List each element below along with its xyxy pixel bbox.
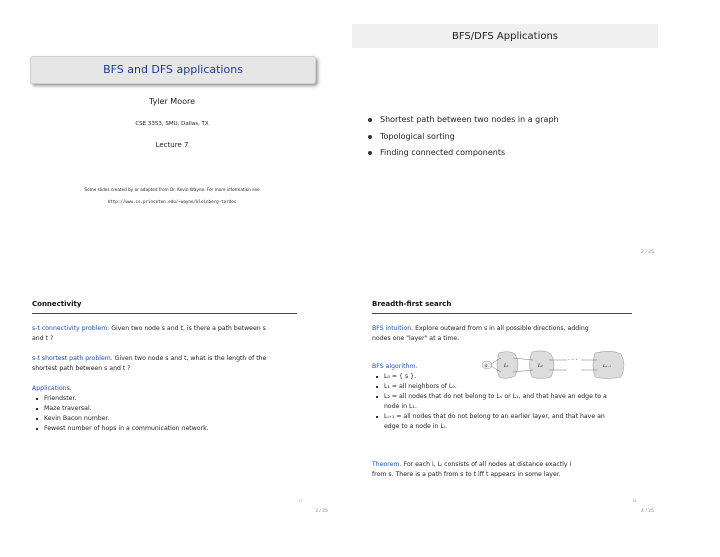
list-item: L₀ = { s }. [374,372,607,382]
author: Tyler Moore [148,97,196,106]
title-rule [372,313,632,314]
st-connectivity-para: s-t connectivity problem. Given two node s and t, is there a path between s and t ? [32,325,266,342]
layer-1-label: L₁ [504,364,509,369]
bullet-icon [36,408,38,410]
page-number: 3 / 25 [315,509,328,514]
bfs-algorithm-steps [374,372,607,432]
bullet-icon [376,376,378,378]
bullet-icon [36,418,38,420]
credit-note: Some slides created by or adapted from Dr. Kevin Wayne. For more information see [84,187,260,192]
list-item-continuation: node in L₁. [384,403,417,410]
footnote-number: 17 [298,499,303,503]
lecture-number: Lecture 7 [155,141,189,149]
slide-4-bfs [352,292,658,522]
list-item: Friendster. [34,394,209,404]
list-item: Topological sorting [368,129,559,146]
footnote-number: 18 [632,499,637,503]
list-item: Maze traversal. [34,404,209,414]
connectivity-applications-list [34,394,209,434]
bullet-icon [36,428,38,430]
layer-n-label: Lₙ₋₁ [603,363,611,368]
bullet-icon [376,386,378,388]
bullet-icon [368,151,372,155]
list-item: Fewest number of hops in a communication network. [34,424,209,434]
st-shortest-path-para: s-t shortest path problem. Given two node s and t, what is the length of the shortest path between s and t ? [32,355,267,372]
bullet-icon [376,416,378,418]
bullet-icon [36,398,38,400]
applications-list [368,112,559,162]
bfs-intuition-para: BFS intuition. Explore outward from s in all possible directions, adding nodes one "layer" at a time. [372,325,589,342]
slide-1-title-box: BFS and DFS applications [30,56,316,84]
bullet-icon [368,135,372,139]
source-label: s [485,364,488,369]
applications-label: Applications. [32,385,72,392]
list-item: Lᵢ₊₁ = all nodes that do not belong to an earlier layer, and that have an [374,412,607,422]
list-item-continuation: edge to a node in Lᵢ. [384,423,447,430]
slide-2-applications [352,24,658,264]
list-item: L₂ = all nodes that do not belong to L₀ or L₁, and that have an edge to a [374,392,607,402]
slide-1-title [12,24,332,262]
bfs-algorithm-label: BFS algorithm. [372,363,418,370]
page-number: 2 / 25 [641,250,654,255]
slide-3-title: Connectivity [32,300,82,308]
ellipsis-label: · · · [568,357,578,364]
list-item: Finding connected components [368,145,559,162]
affiliation: CSE 3353, SMU, Dallas, TX [135,121,209,127]
list-item: L₁ = all neighbors of L₀. [374,382,607,392]
slide-3-connectivity [12,292,332,522]
bullet-icon [368,118,372,122]
slide-2-header: BFS/DFS Applications [352,24,658,48]
layer-2-label: L₂ [538,364,543,369]
credit-url: http://www.cs.princeton.edu/~wayne/kleinberg-tardos [107,199,237,204]
page-number: 4 / 25 [641,509,654,514]
bullet-icon [376,396,378,398]
list-item: Kevin Bacon number. [34,414,209,424]
theorem-para: Theorem. For each i, Lᵢ consists of all nodes at distance exactly i from s. There is a path from s to t iff t appears in some layer. [372,461,572,478]
title-rule [32,313,297,314]
slide-4-title: Breadth-first search [372,300,452,308]
list-item: Shortest path between two nodes in a graph [368,112,559,129]
